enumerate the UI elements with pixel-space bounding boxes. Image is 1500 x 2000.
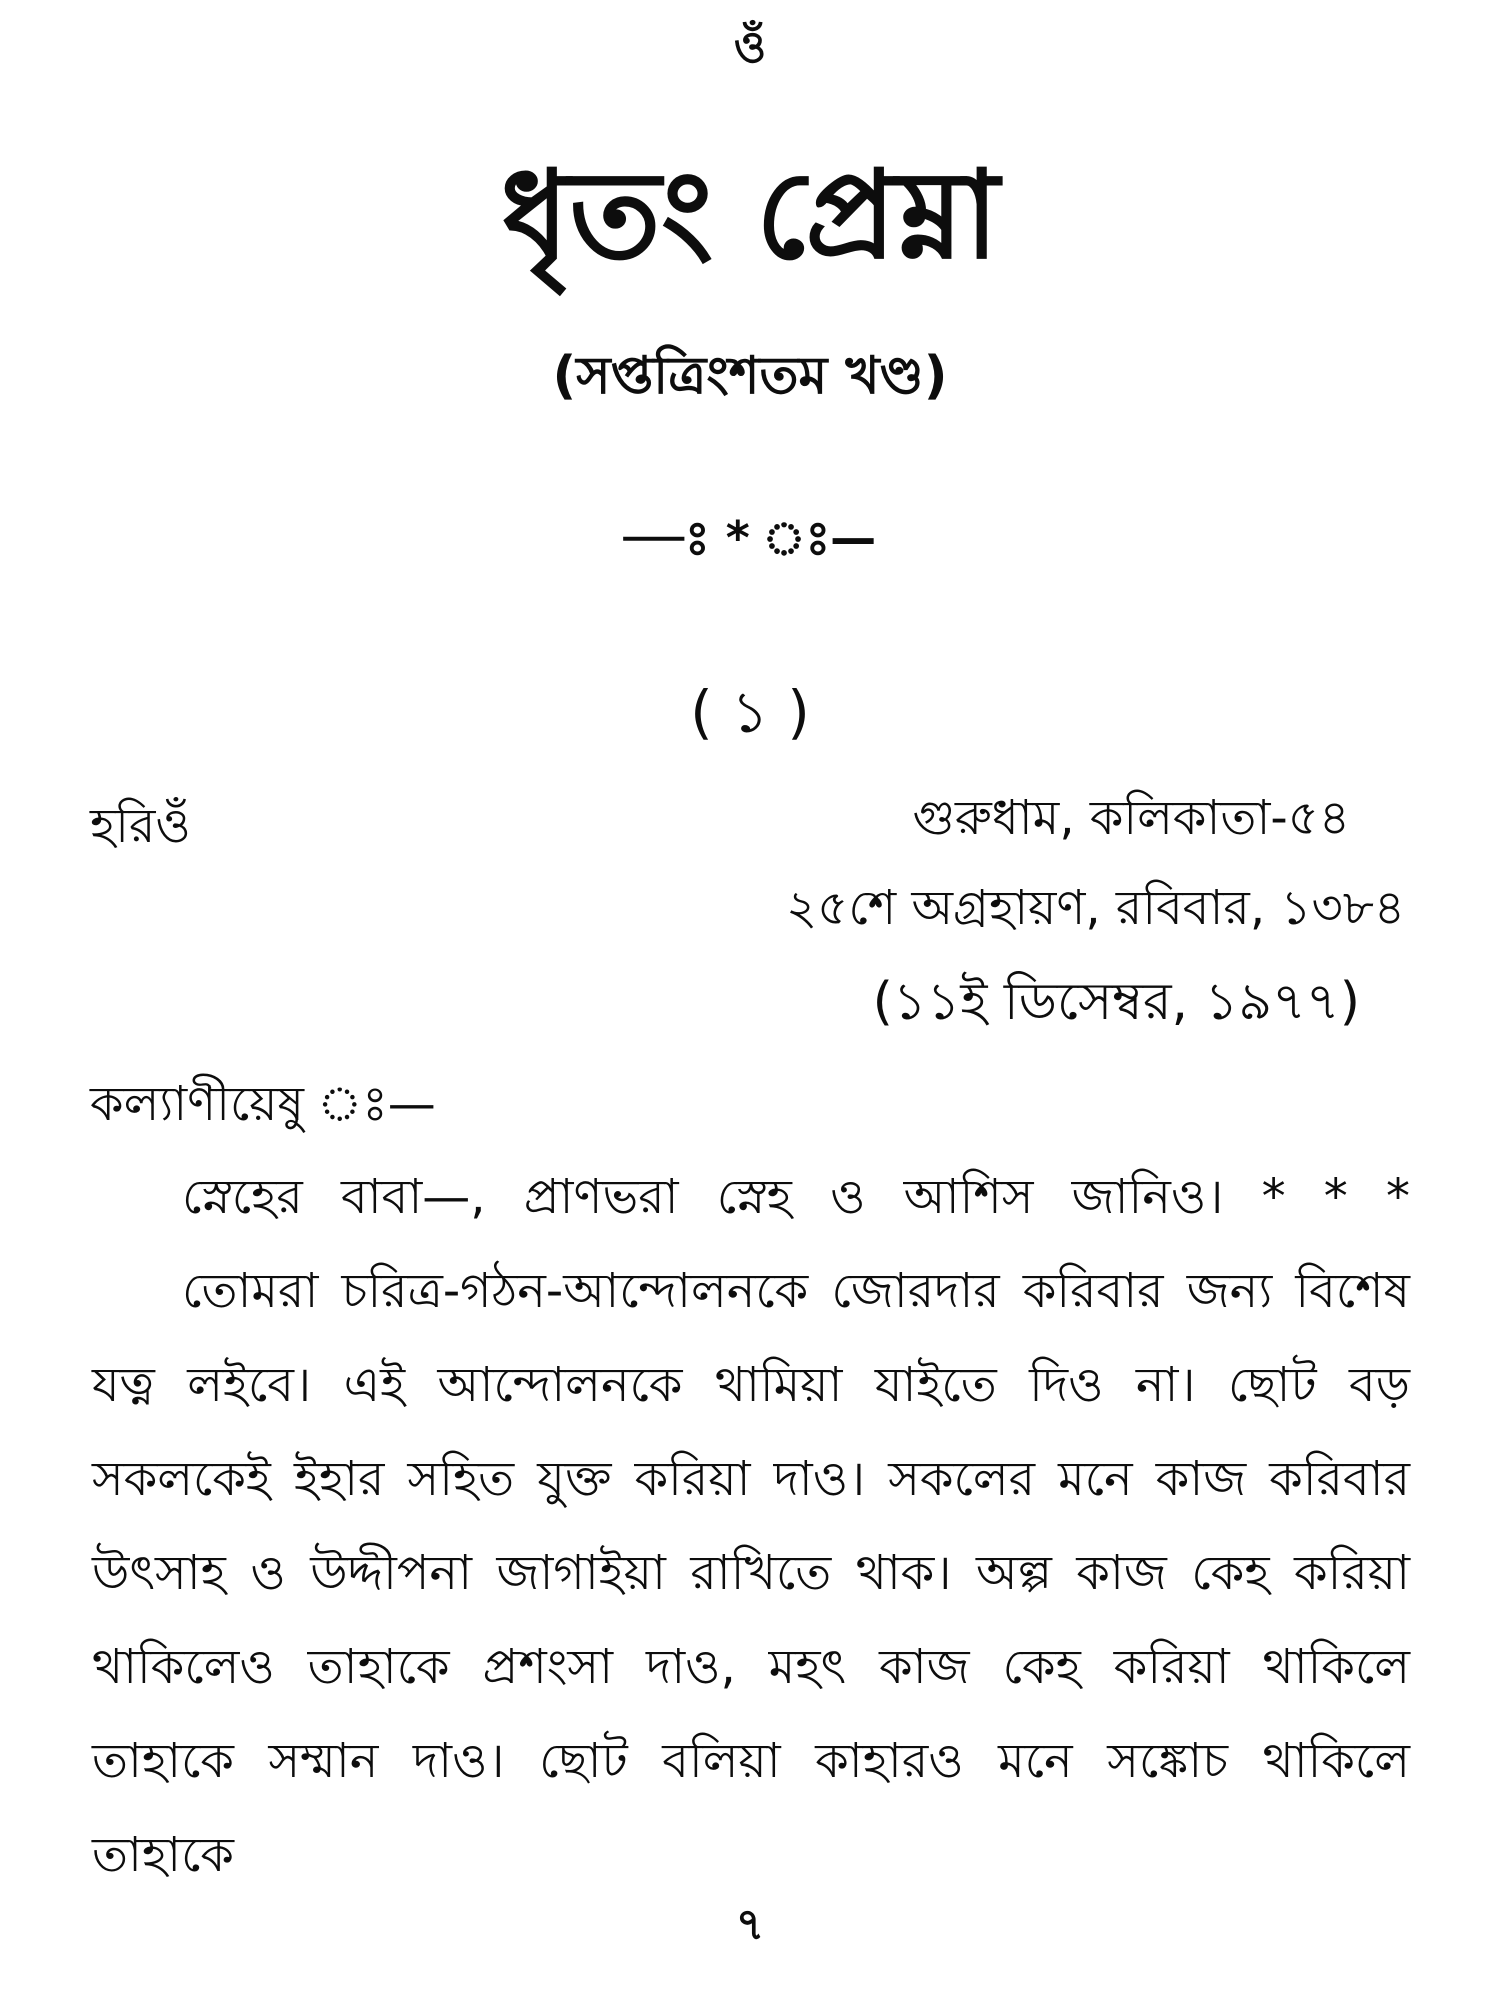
paragraph-main: তোমরা চরিত্র-গঠন-আন্দোলনকে জোরদার করিবার জন্য বিশেষ যত্ন লইবে। এই আন্দোলনকে থামিয়া যাইতে দিও না। ছোট বড় সকলকেই ইহার সহিত যুক্ত করিয়া দাও। সকলের মনে কাজ করিবার উৎসাহ ও উদ্দীপনা জাগাইয়া রাখিতে থাক। অল্প কাজ কেহ করিয়া থাকিলেও তাহাকে প্রশংসা দাও, মহৎ কাজ কেহ করিয়া থাকিলে তাহাকে সম্মান দাও। ছোট বলিয়া কাহারও মনে সঙ্কোচ থাকিলে তাহাকে	[92, 1263, 1410, 1883]
paragraph-opening: স্নেহের বাবা—, প্রাণভরা স্নেহ ও আশিস জানিও। * * *	[182, 1169, 1410, 1225]
letter-number: ( ১ )	[690, 678, 810, 746]
greeting: হরিওঁ	[90, 798, 191, 854]
letter-body	[92, 1150, 1410, 1902]
letter-date-bengali: ২৫শে অগ্রহায়ণ, রবিবার, ১৩৮৪	[785, 880, 1405, 936]
letter-date-english: (১১ই ডিসেম্বর, ১৯৭৭)	[872, 972, 1360, 1032]
volume-subtitle: (সপ্তত্রিংশতম খণ্ড)	[552, 346, 948, 406]
ornament-separator: —ঃ * ঃ—	[623, 511, 877, 565]
letter-place: গুরুধাম, কলিকাতা-৫৪	[912, 790, 1350, 846]
om-symbol: ওঁ	[733, 22, 767, 73]
page-number: ৭	[735, 1899, 765, 1950]
salutation: কল্যাণীয়েষু ঃ—	[90, 1076, 436, 1132]
book-title: ধৃতং প্রেম্না	[500, 144, 1000, 286]
